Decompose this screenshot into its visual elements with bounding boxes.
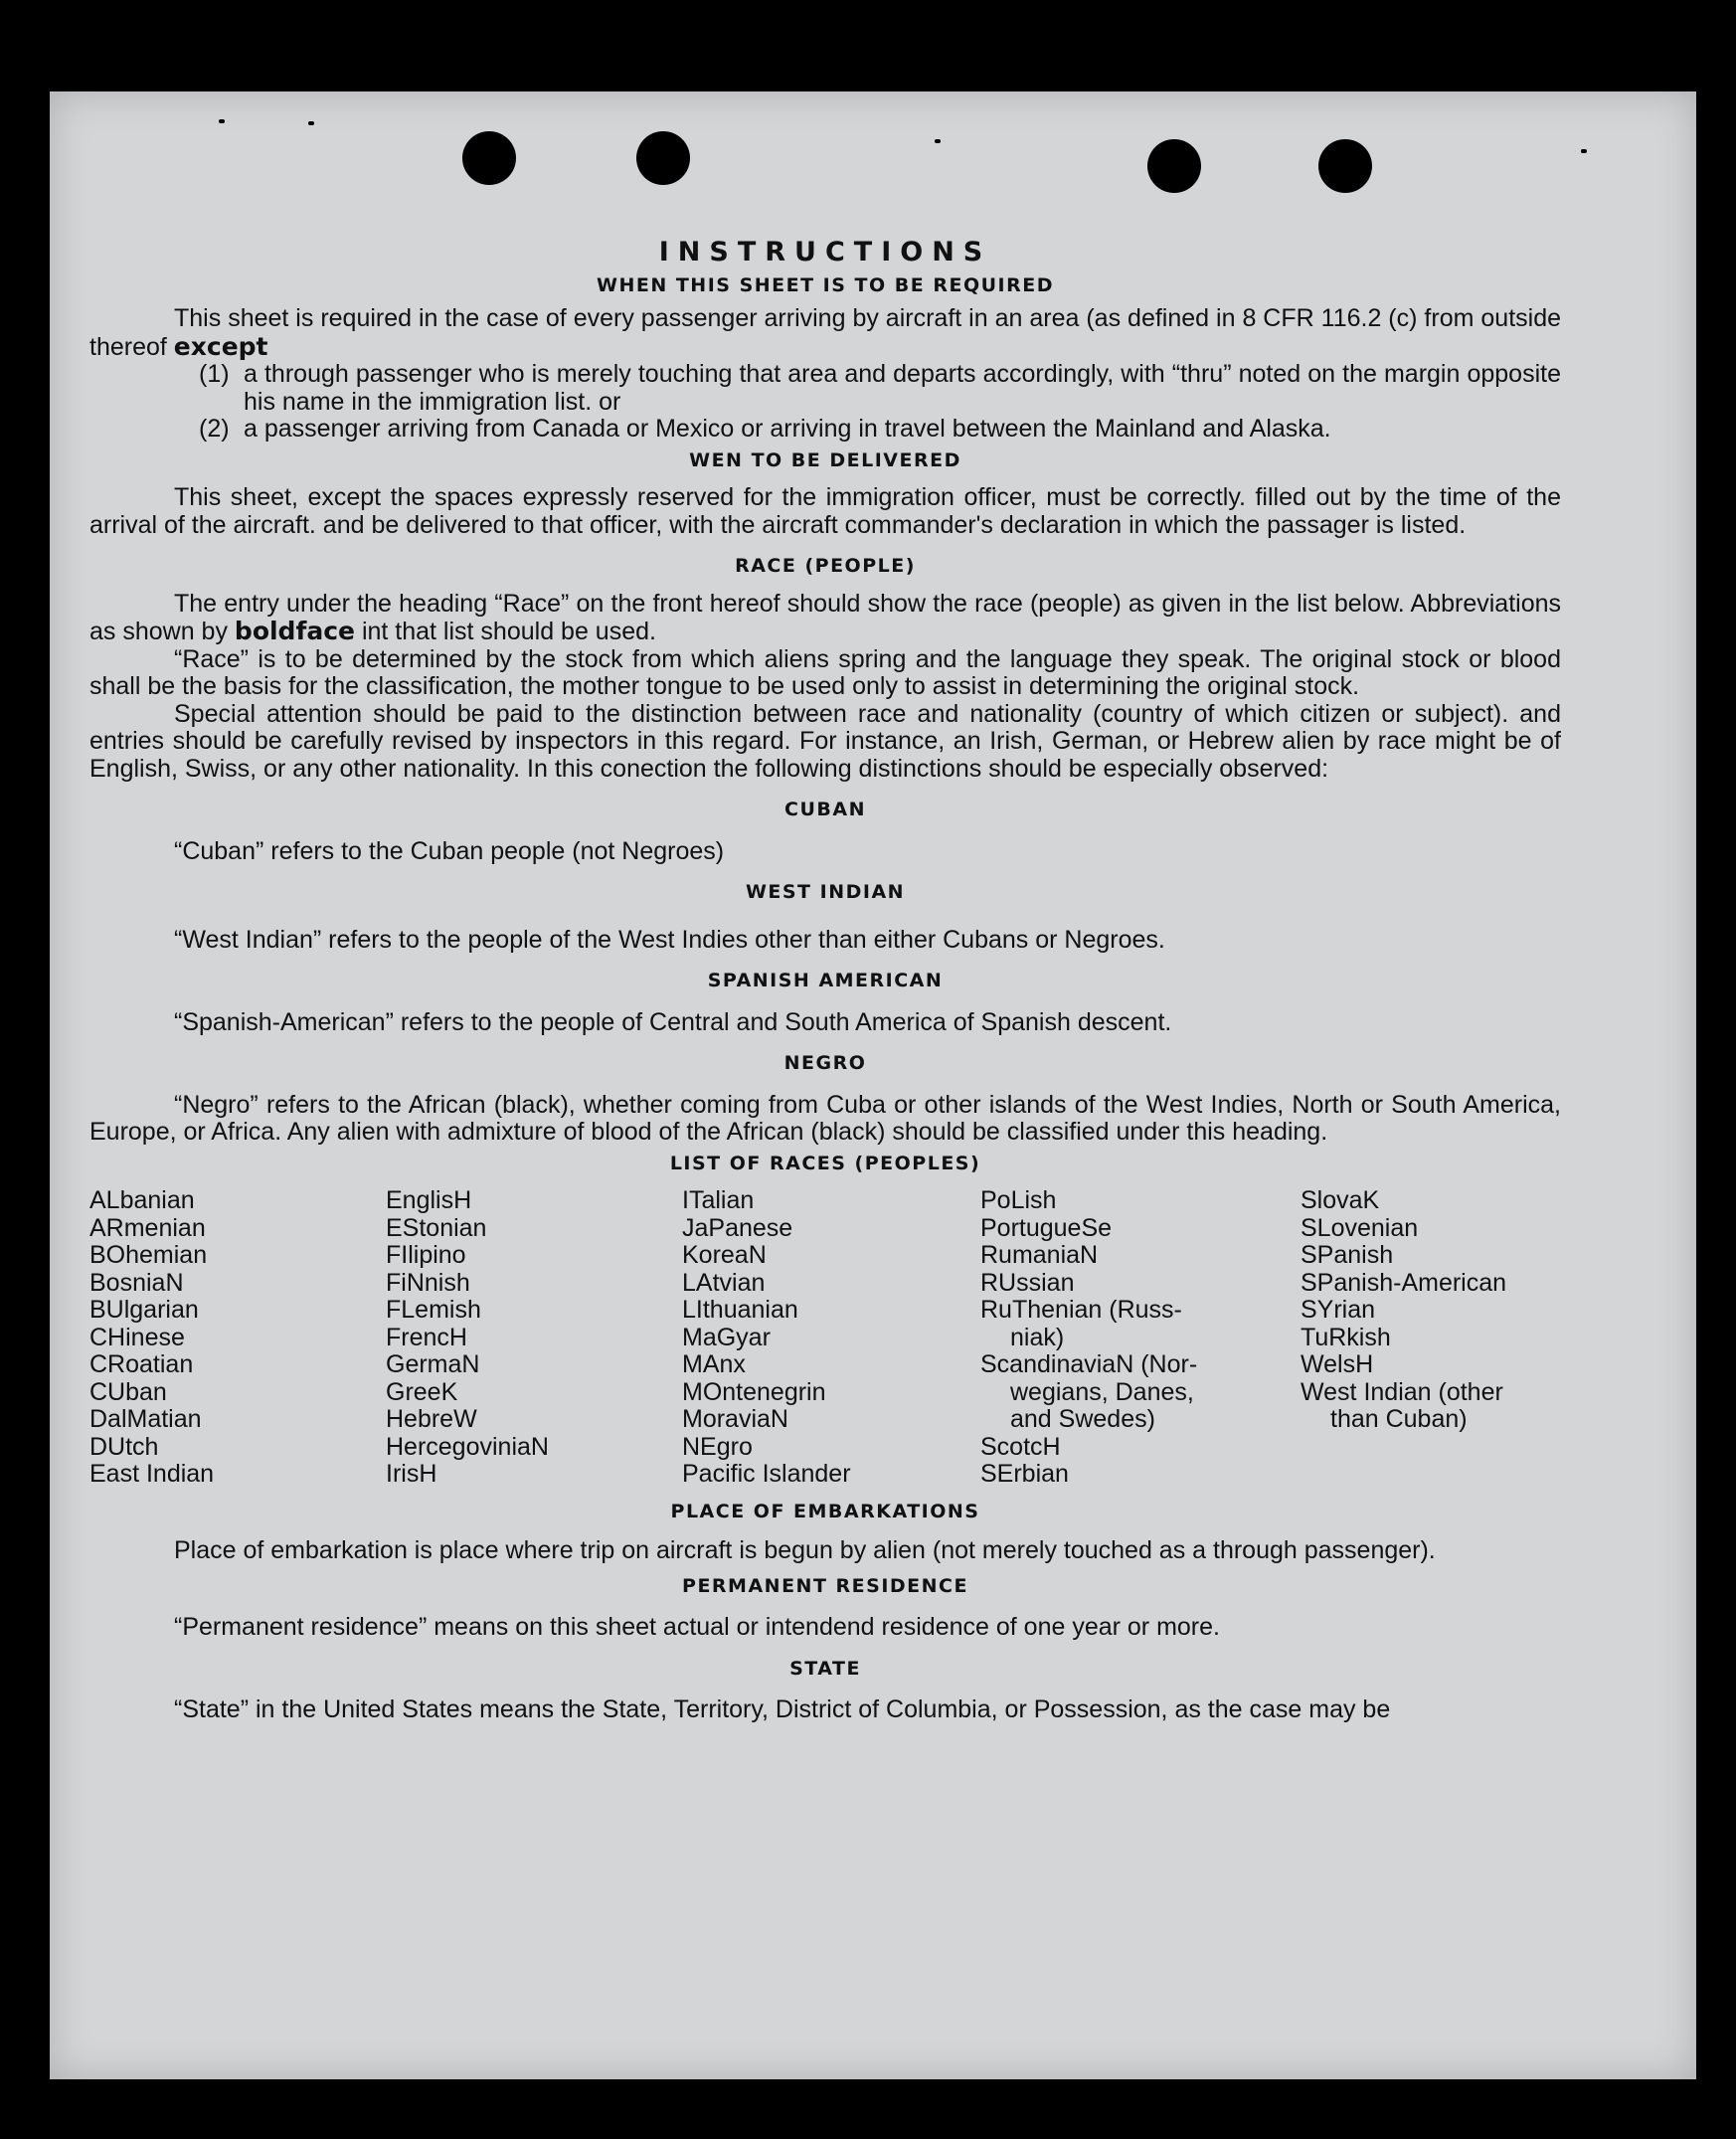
section-heading: LIST OF RACES (PEOPLES)	[669, 1152, 981, 1174]
section-heading: SPANISH AMERICAN	[707, 970, 944, 991]
item-number: (2)	[199, 415, 230, 443]
paragraph	[89, 305, 1561, 361]
paragraph: “Permanent residence” means on this sheet actual or intendend residence of one year or more.	[174, 1613, 1220, 1641]
race-item: East Indian	[89, 1460, 215, 1488]
race-item: GermaN	[386, 1350, 480, 1378]
paragraph-text: The entry under the heading “Race” on the front hereof should show the race (people) as given in the list below. Abbreviations as shown by	[89, 589, 1561, 645]
paragraph-text: This sheet is required in the case of every passenger arriving by aircraft in an area (as defined in 8 CFR 116.2 (c) from outside thereof	[89, 304, 1561, 361]
race-item: NEgro	[682, 1432, 753, 1461]
race-item: CHinese	[89, 1323, 185, 1351]
race-item: FiNnish	[386, 1268, 470, 1297]
race-item: TuRkish	[1301, 1323, 1391, 1351]
race-column	[682, 1187, 980, 1489]
race-item: LIthuanian	[682, 1296, 798, 1324]
punch-hole	[462, 131, 516, 185]
race-item: SlovaK	[1301, 1186, 1380, 1214]
paragraph: “Cuban” refers to the Cuban people (not Negroes)	[174, 836, 725, 865]
race-item: FLemish	[386, 1296, 481, 1324]
race-column	[386, 1187, 682, 1489]
item-number: (1)	[199, 360, 230, 388]
speck	[935, 139, 941, 143]
race-item: RUssian	[980, 1268, 1075, 1297]
race-item: MAnx	[682, 1350, 746, 1378]
paragraph: “Negro” refers to the African (black), whether coming from Cuba or other islands of the West Indies, North or South America, Europe, or Africa. Any alien with admixture of blood of the African (black) should be classified under this heading.	[89, 1090, 1561, 1146]
race-item: ALbanian	[89, 1186, 195, 1214]
race-item: SErbian	[980, 1460, 1069, 1488]
race-item: HebreW	[386, 1405, 477, 1433]
race-item: MoraviaN	[682, 1405, 788, 1433]
race-item: wegians, Danes,	[1010, 1377, 1194, 1406]
race-item: than Cuban)	[1330, 1405, 1468, 1433]
race-item: ITalian	[682, 1186, 755, 1214]
race-item: West Indian (other	[1301, 1377, 1503, 1406]
bold-term: except	[173, 331, 268, 361]
race-item: CRoatian	[89, 1350, 194, 1378]
section-heading: WEST INDIAN	[745, 881, 906, 903]
paragraph: “State” in the United States means the State, Territory, District of Columbia, or Possession, as the case may be	[174, 1695, 1391, 1723]
race-item: RumaniaN	[980, 1241, 1099, 1269]
section-heading: PLACE OF EMBARKATIONS	[670, 1500, 980, 1522]
race-item: MaGyar	[682, 1323, 771, 1351]
race-item: KoreaN	[682, 1241, 767, 1269]
speck	[219, 119, 225, 123]
paragraph: “West Indian” refers to the people of the West Indies other than either Cubans or Negroes.	[174, 925, 1165, 954]
section-heading: STATE	[789, 1657, 861, 1680]
race-item: FIlipino	[386, 1241, 466, 1269]
item-text: a through passenger who is merely touching that area and departs accordingly, with “thru” noted on the margin opposite his name in the immigration list. or	[244, 360, 1561, 416]
paragraph-text: int that list should be used.	[361, 618, 656, 645]
page-title: INSTRUCTIONS	[658, 237, 992, 267]
race-item: IrisH	[386, 1460, 437, 1488]
list-item	[89, 416, 1561, 444]
race-item: LAtvian	[682, 1268, 766, 1297]
race-list	[89, 1187, 1561, 1489]
race-item: JaPanese	[682, 1213, 793, 1242]
section-heading: WEN TO BE DELIVERED	[689, 448, 961, 471]
race-item: RuThenian (Russ-	[980, 1296, 1182, 1324]
paragraph	[89, 591, 1561, 646]
race-item: SYrian	[1301, 1296, 1376, 1324]
item-text: a passenger arriving from Canada or Mexico or arriving in travel between the Mainland and Alaska.	[244, 415, 1331, 443]
race-item: Pacific Islander	[682, 1460, 851, 1488]
race-item: DalMatian	[89, 1405, 202, 1433]
race-item: HercegoviniaN	[386, 1432, 549, 1461]
race-item: MOntenegrin	[682, 1377, 826, 1406]
speck	[308, 121, 314, 125]
race-column	[980, 1187, 1301, 1489]
punch-hole	[1147, 139, 1201, 193]
race-item: SLovenian	[1301, 1213, 1419, 1242]
speck	[1581, 149, 1587, 153]
race-item: SPanish-American	[1301, 1268, 1507, 1297]
race-item: WelsH	[1301, 1350, 1374, 1378]
race-item: BosniaN	[89, 1268, 184, 1297]
race-item: EStonian	[386, 1213, 487, 1242]
race-item: PoLish	[980, 1186, 1057, 1214]
section-heading: WHEN THIS SHEET IS TO BE REQUIRED	[596, 273, 1054, 296]
race-item: niak)	[1010, 1323, 1065, 1351]
paragraph: Place of embarkation is place where trip on aircraft is begun by alien (not merely touched as a through passenger).	[174, 1536, 1436, 1564]
race-column	[1301, 1187, 1561, 1489]
punch-hole	[636, 131, 690, 185]
section-heading: NEGRO	[783, 1052, 867, 1074]
section-heading: CUBAN	[784, 799, 866, 820]
paragraph: Special attention should be paid to the distinction between race and nationality (country of which citizen or subject). and entries should be carefully revised by inspectors in this regard. For instance, an Irish, German, or Hebrew alien by race might be of English, Swiss, or any other nationality. In this conection the following distinctions should be especially observed:	[89, 699, 1561, 783]
section-heading: PERMANENT RESIDENCE	[682, 1574, 968, 1597]
race-item: and Swedes)	[1010, 1405, 1155, 1433]
race-item: SPanish	[1301, 1241, 1394, 1269]
paragraph: “Spanish-American” refers to the people of Central and South America of Spanish descent.	[174, 1007, 1172, 1036]
race-item: FrencH	[386, 1323, 467, 1351]
section-heading: RACE (PEOPLE)	[735, 555, 916, 577]
race-column	[89, 1187, 386, 1489]
paragraph: “Race” is to be determined by the stock from which aliens spring and the language they speak. The original stock or blood shall be the basis for the classification, the mother tongue to be used only to assist in determining the original stock.	[89, 644, 1561, 700]
race-item: ARmenian	[89, 1213, 206, 1242]
race-item: BOhemian	[89, 1241, 208, 1269]
race-item: CUban	[89, 1377, 167, 1406]
list-item	[89, 361, 1561, 416]
race-item: BUlgarian	[89, 1296, 199, 1324]
race-item: PortugueSe	[980, 1213, 1113, 1242]
race-item: EnglisH	[386, 1186, 472, 1214]
race-item: ScandinaviaN (Nor-	[980, 1350, 1198, 1378]
instructions-content	[89, 239, 1561, 1724]
race-item: ScotcH	[980, 1432, 1061, 1461]
race-item: DUtch	[89, 1432, 159, 1461]
race-item: GreeK	[386, 1377, 458, 1406]
paragraph: This sheet, except the spaces expressly reserved for the immigration officer, must be correctly. filled out by the time of the arrival of the aircraft. and be delivered to that officer, with the aircraft commander's declaration in which the passager is listed.	[89, 483, 1561, 539]
bold-term: boldface	[234, 617, 355, 645]
punch-hole	[1318, 139, 1372, 193]
